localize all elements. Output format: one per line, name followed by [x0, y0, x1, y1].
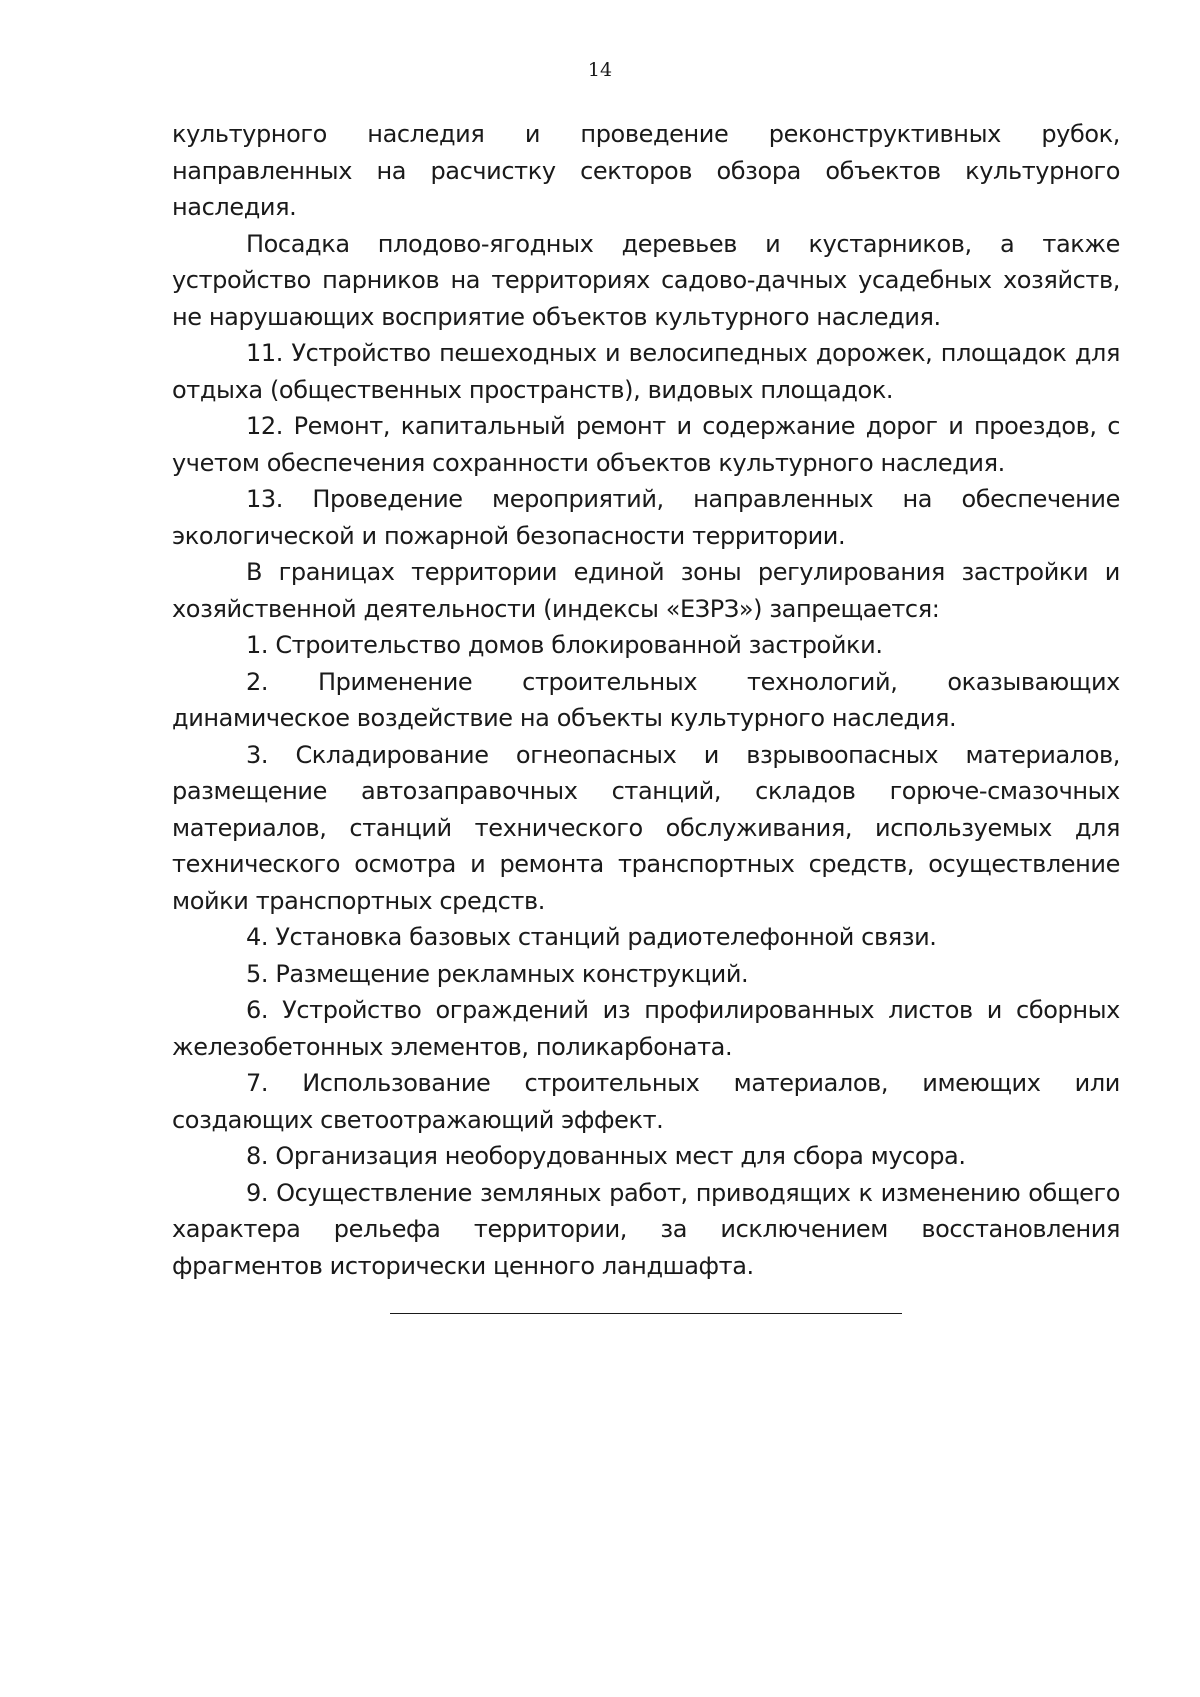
paragraph-item-12: 12. Ремонт, капитальный ремонт и содержание дорог и проездов, с учетом обеспечения сохранности объектов культурного наследия. — [172, 412, 1120, 477]
paragraph-fruit-planting: Посадка плодово-ягодных деревьев и кустарников, а также устройство парников на территориях садово-дачных усадебных хозяйств, не нарушающих восприятие объектов культурного наследия. — [172, 229, 1120, 331]
paragraph-prohibitions-intro: В границах территории единой зоны регулирования застройки и хозяйственной деятельности (индексы «ЕЗРЗ») запрещается: — [172, 558, 1120, 623]
page-number: 14 — [587, 59, 613, 81]
paragraph-item-11: 11. Устройство пешеходных и велосипедных дорожек, площадок для отдыха (общественных пространств), видовых площадок. — [172, 339, 1120, 404]
document-body — [172, 116, 1120, 1284]
paragraph-continuation: культурного наследия и проведение реконструктивных рубок, направленных на расчистку секторов обзора объектов культурного наследия. — [172, 120, 1120, 221]
paragraph-prohibition-2: 2. Применение строительных технологий, оказывающих динамическое воздействие на объекты культурного наследия. — [172, 667, 1120, 732]
end-of-document-rule — [390, 1313, 902, 1314]
paragraph-prohibition-3: 3. Складирование огнеопасных и взрывоопасных материалов, размещение автозаправочных станций, складов горюче-смазочных материалов, станций технического обслуживания, используемых для технического осмотра и ремонта транспортных средств, осуществление мойки транспортных средств. — [172, 740, 1120, 915]
paragraph-prohibition-7: 7. Использование строительных материалов, имеющих или создающих светоотражающий эффект. — [172, 1069, 1120, 1134]
paragraph-prohibition-1: 1. Строительство домов блокированной застройки. — [246, 631, 883, 659]
paragraph-prohibition-8: 8. Организация необорудованных мест для сбора мусора. — [246, 1142, 966, 1170]
paragraph-prohibition-6: 6. Устройство ограждений из профилированных листов и сборных железобетонных элементов, поликарбоната. — [172, 996, 1120, 1061]
paragraph-item-13: 13. Проведение мероприятий, направленных на обеспечение экологической и пожарной безопасности территории. — [172, 485, 1120, 550]
paragraph-prohibition-9: 9. Осуществление земляных работ, приводящих к изменению общего характера рельефа территории, за исключением восстановления фрагментов исторически ценного ландшафта. — [172, 1178, 1120, 1280]
paragraph-prohibition-5: 5. Размещение рекламных конструкций. — [246, 959, 749, 988]
paragraph-prohibition-4: 4. Установка базовых станций радиотелефонной связи. — [246, 923, 937, 951]
